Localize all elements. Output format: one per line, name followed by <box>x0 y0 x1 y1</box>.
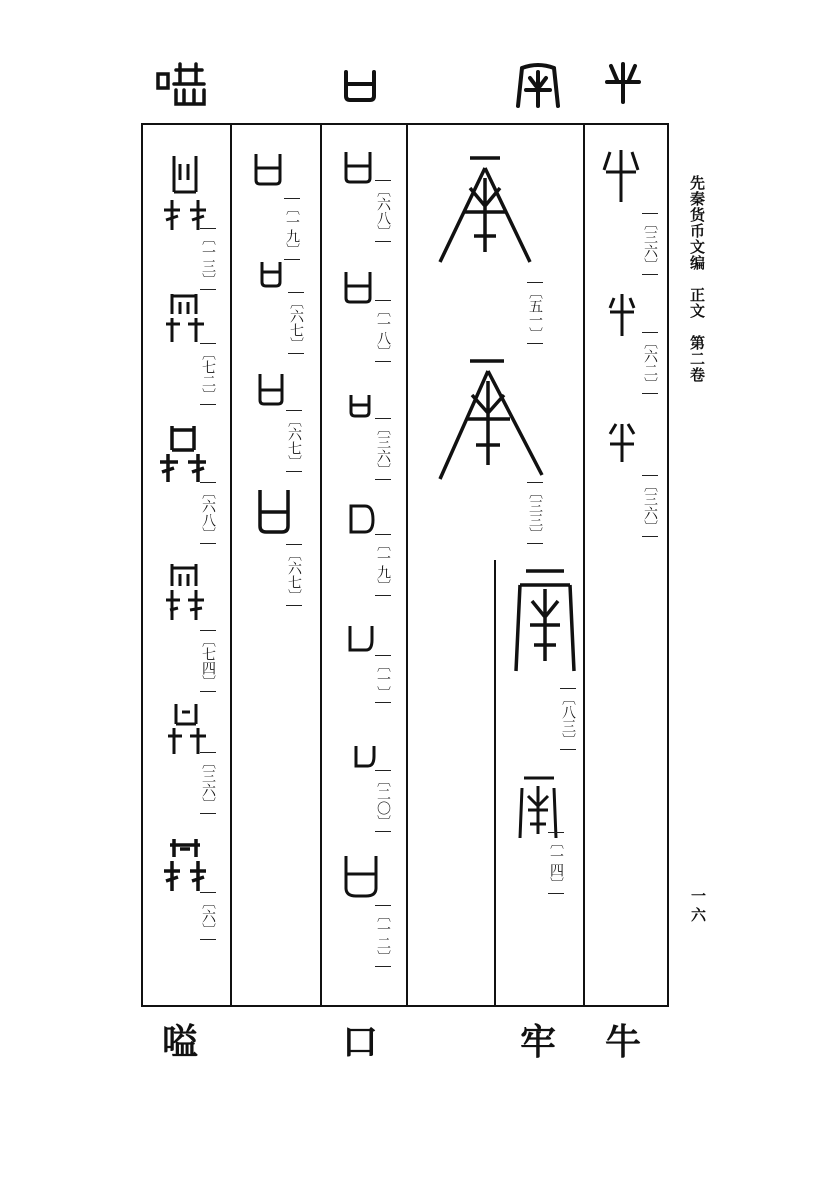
kou-b-glyph-4 <box>254 486 294 536</box>
niu-source-1: 〔三六〕 <box>642 213 658 275</box>
yi-seal-glyph <box>150 60 210 110</box>
heading-kou-seal <box>330 66 390 115</box>
divider-2 <box>494 560 496 1005</box>
yi-source-2: 〔七二〕 <box>200 343 216 405</box>
heading-lao-seal <box>508 60 568 119</box>
footer-niu: 牛 <box>604 1021 641 1063</box>
kou-b-source-3: 〔六七〕 <box>286 410 302 472</box>
kou-b-source-2: 〔六七〕 <box>288 292 304 354</box>
lao-seal-glyph <box>508 60 568 110</box>
lao-glyph-3 <box>510 565 580 675</box>
kou-seal-glyph <box>330 66 390 106</box>
kou-b-glyph-1 <box>252 150 284 190</box>
lao-source-3: 〔八三〕 <box>560 688 576 750</box>
yi-glyph-3 <box>156 422 210 486</box>
lao-source-4: 〔一四〕 <box>548 832 564 894</box>
niu-glyph-2 <box>604 290 640 340</box>
kou-glyph-5 <box>346 622 376 656</box>
kou-glyph-2 <box>342 268 374 308</box>
lao-glyph-1 <box>430 152 540 272</box>
niu-source-3: 〔三六〕 <box>642 475 658 537</box>
niu-glyph-1 <box>596 140 646 210</box>
yi-source-3: 〔六八〕 <box>200 482 216 544</box>
yi-glyph-5 <box>164 700 210 758</box>
kou-source-2: 〔一八〕 <box>375 300 391 362</box>
yi-glyph-2 <box>162 290 208 346</box>
kou-glyph-7 <box>340 852 380 900</box>
kou-b-source-1: 〔一九〕 <box>284 198 300 260</box>
kou-source-1: 〔六八〕 <box>375 180 391 242</box>
footer-kou: 口 <box>341 1021 378 1063</box>
table-frame <box>141 123 669 1007</box>
footer-lao: 牢 <box>519 1021 556 1063</box>
yi-source-6: 〔六〕 <box>200 892 216 940</box>
lao-source-2: 〔三三〕 <box>527 482 543 544</box>
yi-source-5: 〔三六〕 <box>200 752 216 814</box>
divider-4 <box>320 125 322 1005</box>
divider-5 <box>230 125 232 1005</box>
kou-glyph-1 <box>342 148 374 188</box>
divider-1 <box>583 125 585 1005</box>
niu-glyph-3 <box>604 418 640 464</box>
footer-yi: 嗌 <box>161 1021 198 1063</box>
yi-glyph-6 <box>160 835 210 895</box>
heading-yi-seal <box>150 60 210 119</box>
kou-b-source-4: 〔六七〕 <box>286 544 302 606</box>
kou-b-glyph-3 <box>256 370 286 408</box>
yi-source-4: 〔七四〕 <box>200 630 216 692</box>
page-number: 一六 <box>689 888 707 926</box>
kou-glyph-6 <box>352 742 378 772</box>
running-title: 先秦货币文编 正文 第二卷 <box>688 175 706 383</box>
kou-source-3: 〔三六〕 <box>375 418 391 480</box>
heading-niu-seal <box>593 60 653 113</box>
kou-b-glyph-2 <box>258 258 284 290</box>
kou-glyph-3 <box>348 392 372 420</box>
lao-source-1: 〔五一〕 <box>527 282 543 344</box>
yi-glyph-1 <box>158 150 212 234</box>
niu-source-2: 〔六二〕 <box>642 332 658 394</box>
kou-source-7: 〔一二〕 <box>375 905 391 967</box>
kou-source-4: 〔一九〕 <box>375 534 391 596</box>
kou-source-5: 〔一〕 <box>375 655 391 703</box>
yi-source-1: 〔一三〕 <box>200 228 216 290</box>
kou-source-6: 〔二〇〕 <box>375 770 391 832</box>
divider-3 <box>406 125 408 1005</box>
kou-glyph-4 <box>345 502 377 538</box>
niu-seal-glyph <box>593 60 653 104</box>
yi-glyph-4 <box>162 560 208 624</box>
lao-glyph-2 <box>430 355 550 485</box>
